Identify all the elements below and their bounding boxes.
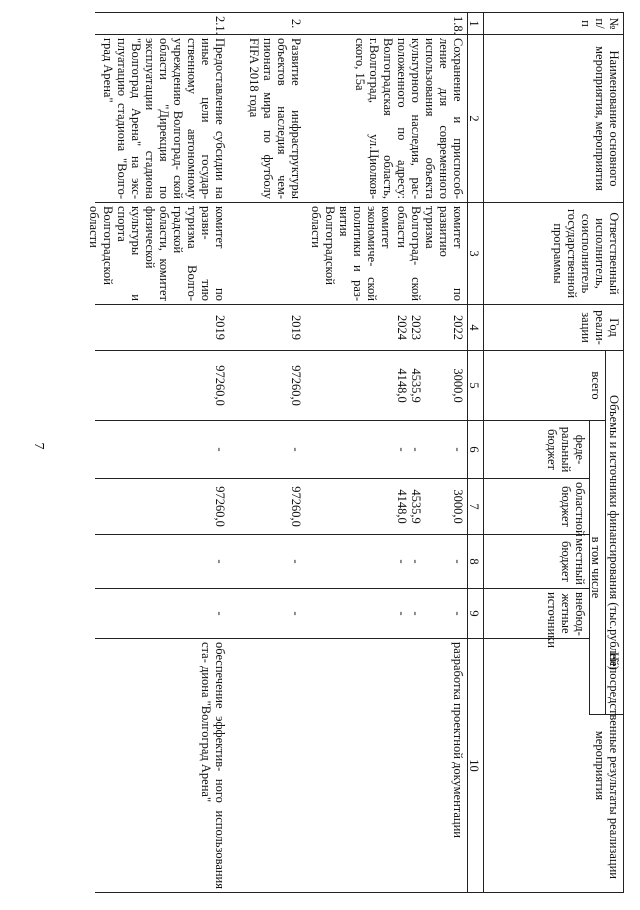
total-value: 4535,9 [409, 368, 423, 403]
row-measure-name: Развитие инфраструктуры объектов наследия чем- пионата мира по футболу FIFA 2018 года [229, 35, 305, 203]
colnum-2: 2 [467, 35, 483, 203]
row-extrabudget: - [95, 589, 229, 639]
row-local [305, 535, 467, 589]
header-measure-name: Наименование основного мероприятия, мероприятия [483, 35, 623, 203]
row-extrabudget [305, 589, 467, 639]
total-value: 4148,0 [395, 368, 409, 403]
year-value: 2022 [451, 315, 465, 340]
federal-value: - [451, 447, 465, 452]
header-result: Непосредственные результаты реализации мероприятия [483, 639, 623, 893]
colnum-1: 1 [467, 13, 483, 35]
colnum-3: 3 [467, 203, 483, 305]
row-result [229, 639, 305, 893]
header-extrabudget: внебюд- жетные источники [483, 589, 589, 639]
row-measure-name: Сохранение и приспособ- ление для современного использования объекта культурного наследия, рас- положенного по адресу: Волгоградская область, г.Волгоград, ул.Циолков- ского, 15а [305, 35, 467, 203]
row-federal: - [95, 421, 229, 479]
colnum-7: 7 [467, 479, 483, 535]
row-total [305, 351, 467, 421]
row-local: - [95, 535, 229, 589]
regional-value: 4535,9 [409, 489, 423, 524]
colnum-4: 4 [467, 305, 483, 351]
regional-value: 4148,0 [395, 489, 409, 524]
row-regional [305, 479, 467, 535]
row-measure-name: Предоставление субсидии на иные цели государ- ственному автономному учреждению Волгоград- ской области "Дирекция по эксплуатации стадиона "Волгоград Арена" на экс- плуатацию стадиона "Волго- град Арена" [95, 35, 229, 203]
row-extrabudget: - [229, 589, 305, 639]
row-executor [305, 203, 467, 305]
year-value: 2024 [395, 315, 409, 340]
row-regional: 97260,0 [229, 479, 305, 535]
row-result: разработка проектной документации [305, 639, 467, 893]
row-years [305, 305, 467, 351]
extra-value: - [451, 611, 465, 616]
row-federal [305, 421, 467, 479]
colnum-9: 9 [467, 589, 483, 639]
row-regional: 97260,0 [95, 479, 229, 535]
header-including: в том числе [589, 421, 605, 715]
page-number: 7 [31, 442, 46, 450]
colnum-8: 8 [467, 535, 483, 589]
extra-value: - [395, 611, 409, 616]
row-executor [229, 203, 305, 305]
header-funding-group: Объемы и источники финансирования (тыс.рублей) [605, 351, 623, 715]
colnum-10: 10 [467, 639, 483, 893]
regional-value: 3000,0 [451, 489, 465, 524]
header-executor: Ответственный исполнитель, соисполнитель государственной программы [483, 203, 623, 305]
row-num: 2.1. [95, 13, 229, 35]
year-value: 2023 [409, 315, 423, 340]
header-total: всего [483, 351, 605, 421]
total-value: 3000,0 [451, 368, 465, 403]
local-value: - [395, 559, 409, 564]
header-num: № п/п [483, 13, 623, 35]
row-years: 2019 [229, 305, 305, 351]
local-value: - [409, 559, 423, 564]
federal-value: - [395, 447, 409, 452]
row-executor: комитет по разви- тию туризма Волго- градской области, комитет физической культуры и спорта Волгоградской области [95, 203, 229, 305]
row-years: 2019 [95, 305, 229, 351]
budget-table [87, 12, 624, 893]
federal-value: - [409, 447, 423, 452]
row-total: 97260,0 [229, 351, 305, 421]
executor-b: комитет экономиче- ской политики и раз- вития Волгоградской области [309, 206, 393, 301]
row-federal: - [229, 421, 305, 479]
executor-a: комитет по развитию туризма Волгоград- ской области [395, 206, 465, 301]
header-local: местный бюджет [483, 535, 589, 589]
extra-value: - [409, 611, 423, 616]
header-federal: феде- ральный бюджет [483, 421, 589, 479]
row-num: 1.8. [305, 13, 467, 35]
row-local: - [229, 535, 305, 589]
colnum-6: 6 [467, 421, 483, 479]
colnum-5: 5 [467, 351, 483, 421]
row-total: 97260,0 [95, 351, 229, 421]
local-value: - [451, 559, 465, 564]
row-num: 2. [229, 13, 305, 35]
header-year: Год реали- зации [483, 305, 623, 351]
header-regional: областной бюджет [483, 479, 589, 535]
row-result: обеспечение эффектив- ного использования ста- диона "Волгоград Арена" [95, 639, 229, 893]
